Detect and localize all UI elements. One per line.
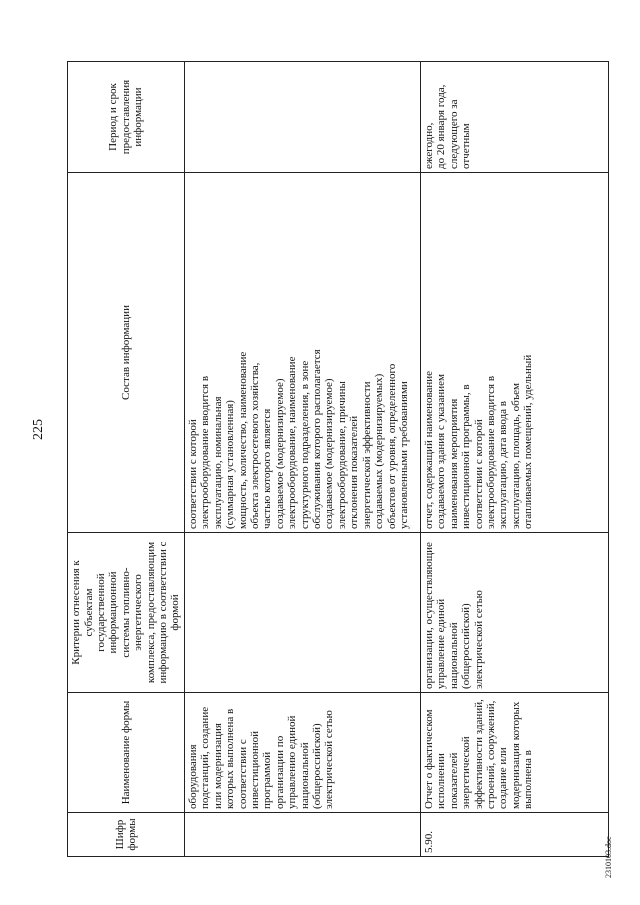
table-row [185, 62, 421, 857]
header-criteria: Критерии отнесения к субъектам государственной информационной системы топливно-энергетического комплекса, предоставляющим информацию в соответствии с формой [68, 533, 185, 693]
header-composition: Состав информации [68, 173, 185, 533]
table-row [421, 62, 609, 857]
cell-criteria [185, 533, 421, 693]
cell-form-code: 5.90. [421, 813, 609, 857]
page-number: 225 [31, 419, 46, 440]
header-form-name: Наименование формы [68, 693, 185, 813]
cell-criteria: организации, осуществляющие управление единой национальной (общероссийской) электрической сетью [421, 533, 609, 693]
cell-period [185, 62, 421, 173]
form-table-container [67, 62, 609, 857]
form-table [67, 61, 609, 857]
cell-composition: соответствии с которой электрооборудование вводится в эксплуатацию, номинальная (суммарная установленная) мощность, количество, наименование объекта электросетевого хозяйства, частью которого является создаваемое (модернизируемое) электрооборудование, наименование структурного подразделения, в зоне обслуживания которого располагается создаваемое (модернизируемое) электрооборудование, причины отклонения показателей энергетической эффективности создаваемых (модернизируемых) объектов от уровня, определенного установленными требованиями [185, 173, 421, 533]
header-form-code: Шифр формы [68, 813, 185, 857]
header-period: Период и срок предоставления информации [68, 62, 185, 173]
cell-form-name: оборудования подстанций, создание или модернизация которых выполнена в соответствии с инвестиционной программой организации по управлению единой национальной (общероссийской) электрической сетью [185, 693, 421, 813]
cell-form-code [185, 813, 421, 857]
document-code: 2310103.doc [604, 836, 613, 878]
cell-form-name: Отчет о фактическом исполнении показателей энергетической эффективности зданий, строений, сооружений, создание или модернизация которых выполнена в [421, 693, 609, 813]
table-header-row [68, 62, 185, 857]
cell-composition: отчет, содержащий наименование создаваемого здания с указанием наименования мероприятия инвестиционной программы, в соответствии с которой электрооборудование вводится в эксплуатацию, дата ввода в эксплуатацию, площадь, объем отапливаемых помещений, удельный [421, 173, 609, 533]
cell-period: ежегодно, до 20 января года, следующего за отчетным [421, 62, 609, 173]
